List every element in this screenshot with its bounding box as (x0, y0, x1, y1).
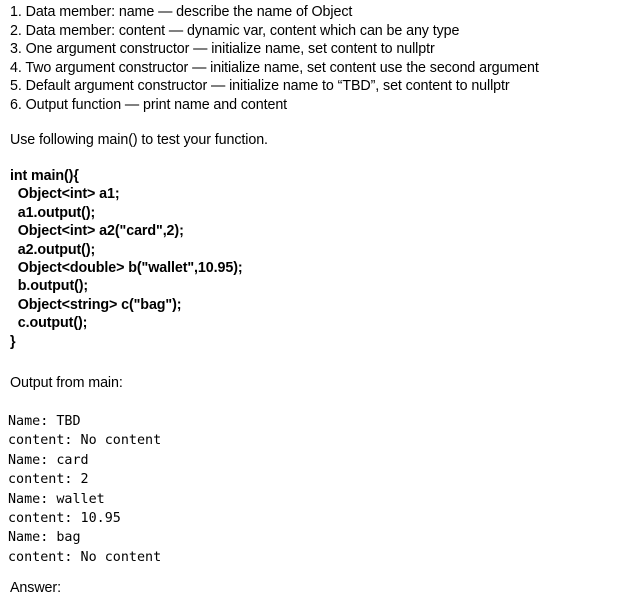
requirement-item-5: 5. Default argument constructor — initialize name to “TBD”, set content to nullptr (10, 78, 510, 95)
answer-label: Answer: (10, 580, 61, 596)
output-line: Name: TBD (8, 414, 81, 429)
program-output-block (8, 412, 161, 567)
code-line: } (10, 333, 16, 350)
requirement-item-2: 2. Data member: content — dynamic var, content which can be any type (10, 22, 460, 39)
code-line: Object<string> c("bag"); (10, 296, 182, 313)
output-line: content: No content (8, 433, 162, 449)
code-line: b.output(); (10, 278, 89, 295)
requirements-list (10, 3, 615, 115)
code-line: c.output(); (10, 315, 88, 332)
requirement-item-1: 1. Data member: name — describe the name of Object (10, 4, 353, 20)
code-line: Object<int> a2("card",2); (10, 223, 184, 240)
output-line: content: 10.95 (8, 511, 121, 527)
code-line: Object<double> b("wallet",10.95); (10, 260, 243, 277)
main-code-block (10, 167, 243, 351)
code-line: int main(){ (10, 168, 79, 184)
output-line: Name: wallet (8, 491, 105, 507)
output-line: Name: card (8, 452, 89, 468)
code-line: a2.output(); (10, 241, 96, 258)
output-line: content: No content (8, 549, 162, 565)
output-line: content: 2 (8, 472, 89, 488)
requirement-item-3: 3. One argument constructor — initialize name, set content to nullptr (10, 41, 435, 58)
output-line: Name: bag (8, 530, 81, 546)
instruction-text: Use following main() to test your function. (10, 132, 268, 148)
code-line: Object<int> a1; (10, 186, 120, 203)
output-section-label: Output from main: (10, 375, 123, 391)
requirement-item-6: 6. Output function — print name and content (10, 96, 288, 113)
requirement-item-4: 4. Two argument constructor — initialize name, set content use the second argument (10, 59, 539, 76)
code-line: a1.output(); (10, 204, 96, 221)
